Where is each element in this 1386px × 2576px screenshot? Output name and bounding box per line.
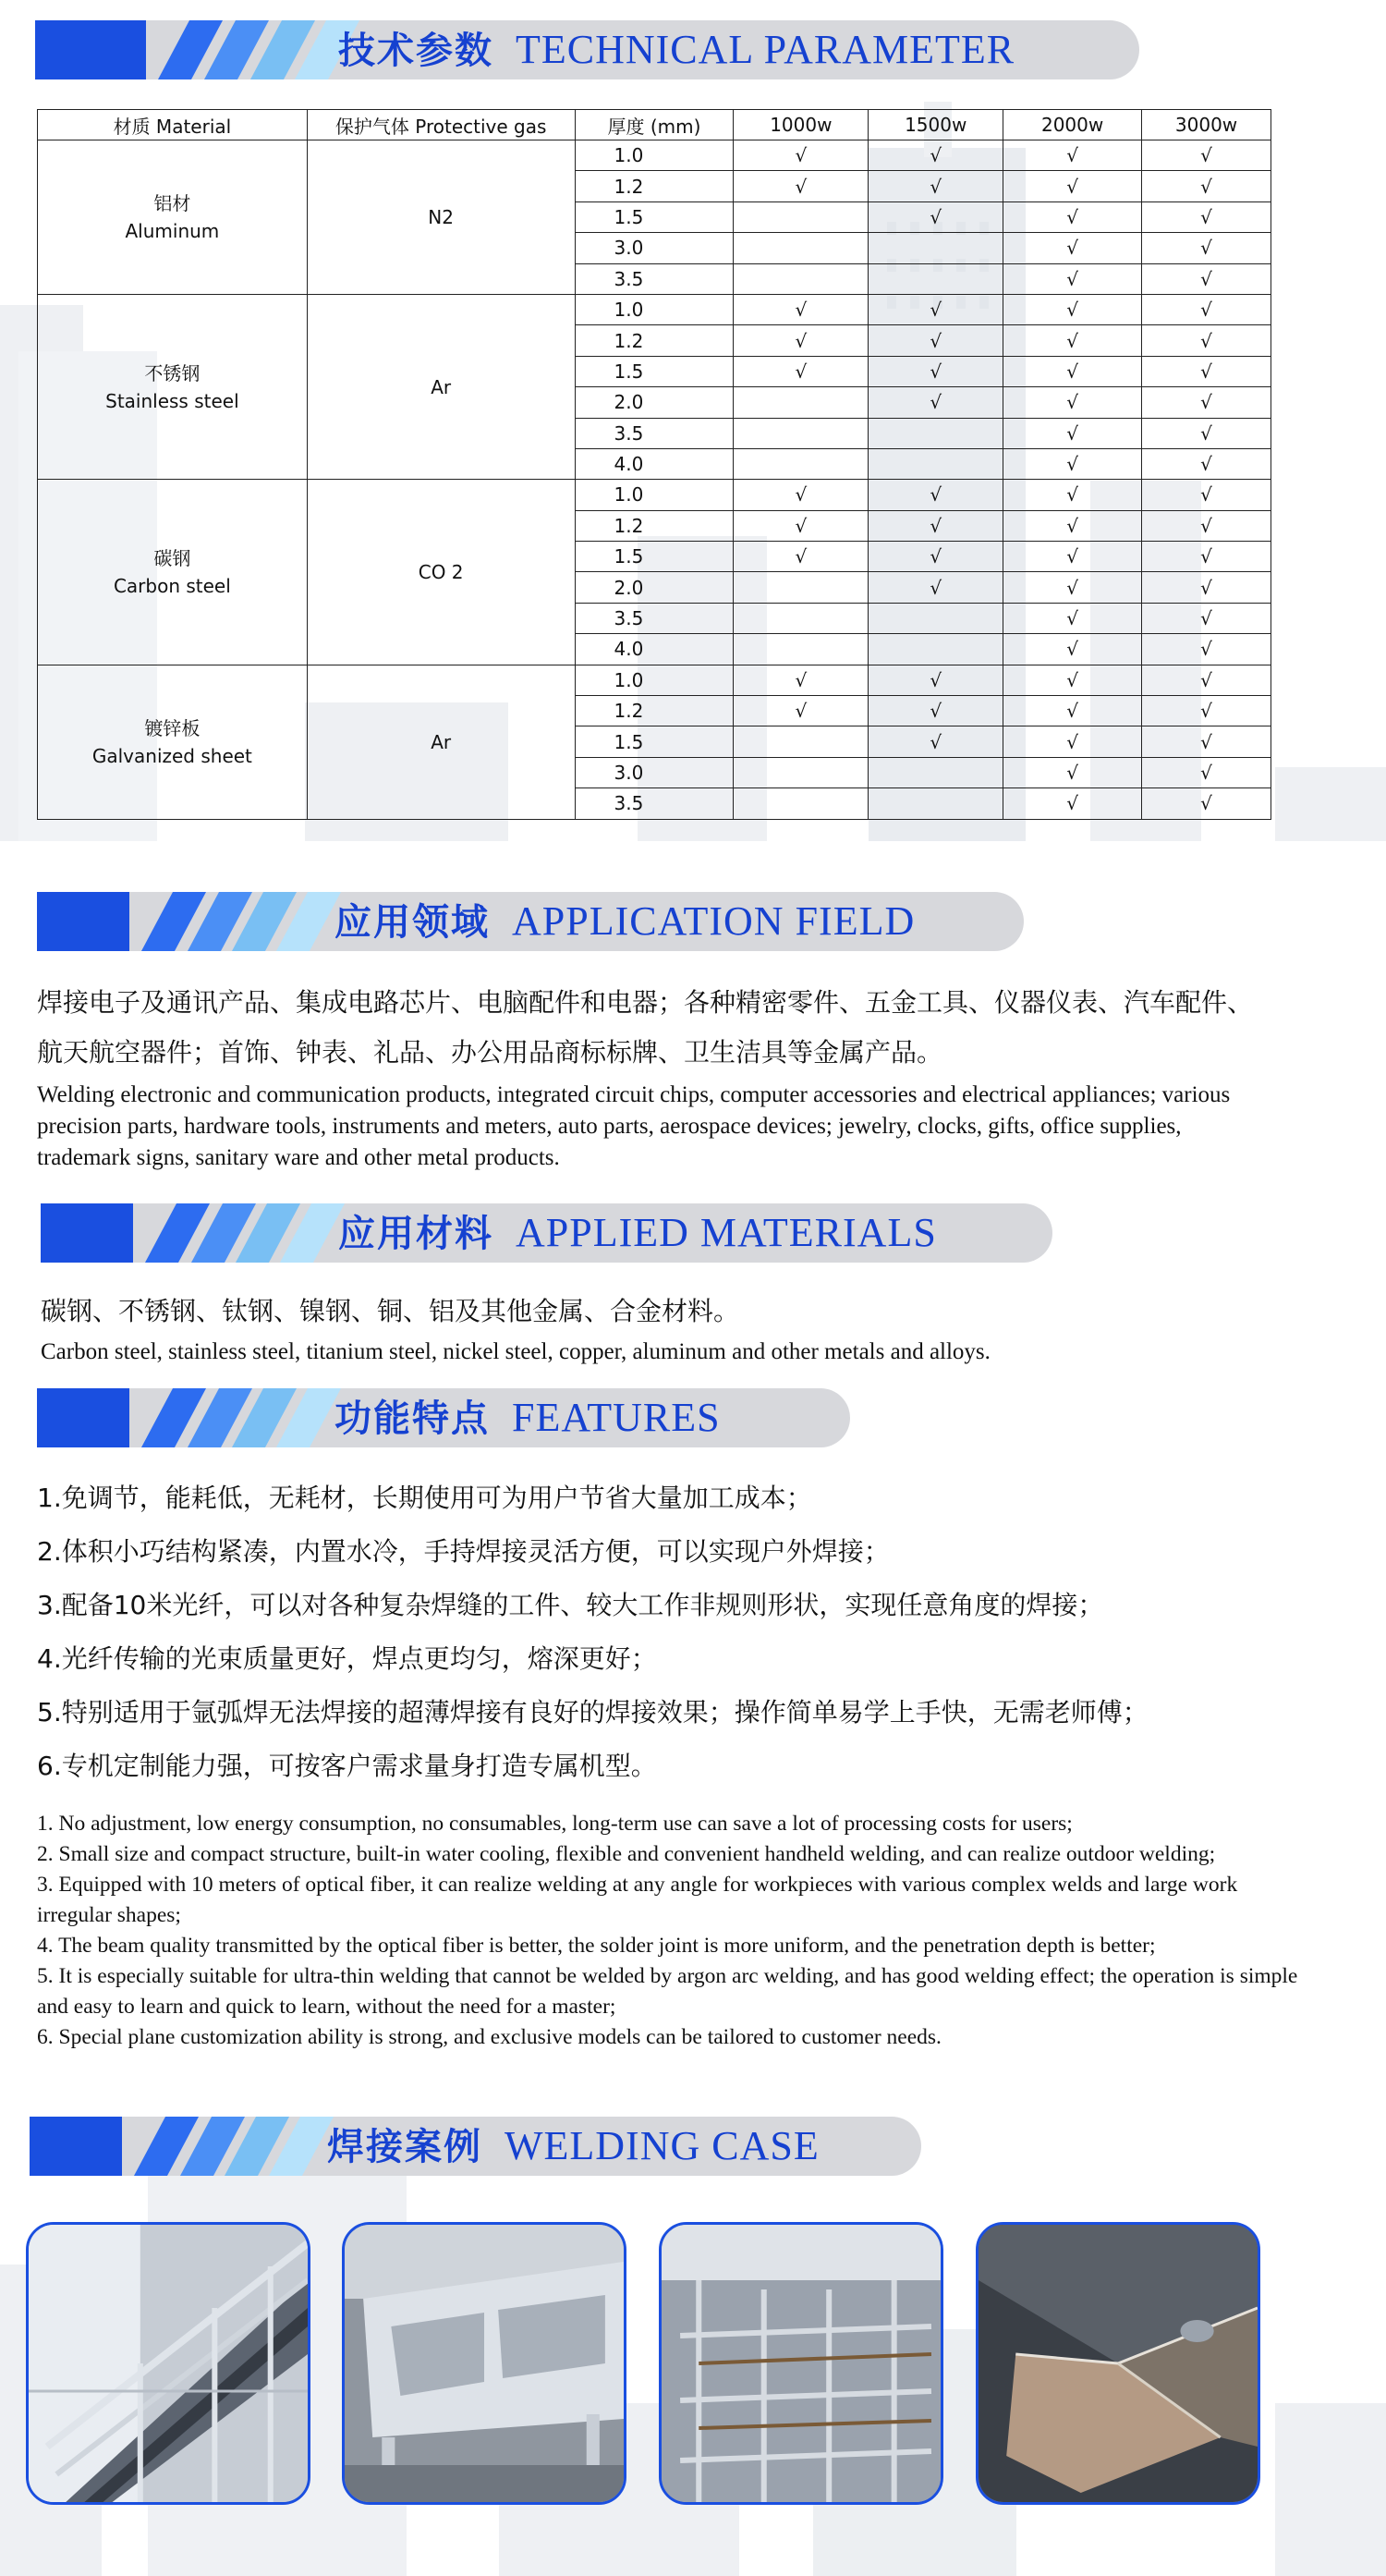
check-mark-cell: √ bbox=[869, 325, 1003, 356]
table-row bbox=[38, 665, 1271, 695]
check-mark-cell: √ bbox=[1142, 665, 1271, 695]
check-mark-cell: √ bbox=[734, 325, 869, 356]
material-cell bbox=[38, 480, 308, 665]
material-name-zh: 镀锌板 bbox=[144, 716, 201, 739]
table-header-cell: 厚度 (mm) bbox=[575, 110, 734, 140]
empty-cell bbox=[869, 788, 1003, 819]
empty-cell bbox=[734, 387, 869, 418]
thickness-cell: 1.2 bbox=[575, 325, 734, 356]
section-header-features bbox=[37, 1388, 850, 1447]
material-name-en: Aluminum bbox=[125, 219, 220, 242]
check-mark-cell: √ bbox=[1142, 448, 1271, 479]
check-mark-cell: √ bbox=[869, 480, 1003, 510]
section-title-zh: 应用材料 bbox=[338, 1213, 493, 1255]
thickness-cell: 1.2 bbox=[575, 510, 734, 541]
materials-text-zh: 碳钢、不锈钢、钛钢、镍钢、铜、铝及其他金属、合金材料。 bbox=[41, 1296, 740, 1326]
thickness-cell: 4.0 bbox=[575, 448, 734, 479]
check-mark-cell: √ bbox=[1142, 325, 1271, 356]
check-mark-cell: √ bbox=[734, 480, 869, 510]
material-cell bbox=[38, 140, 308, 295]
feature-item-en: 3. Equipped with 10 meters of optical fiber, it can realize welding at any angle for workpieces with various complex welds and large work irregular shapes; bbox=[37, 1873, 1238, 1927]
check-mark-cell: √ bbox=[1142, 634, 1271, 665]
check-mark-cell: √ bbox=[869, 387, 1003, 418]
check-mark-cell: √ bbox=[1003, 634, 1142, 665]
check-mark-cell: √ bbox=[1003, 448, 1142, 479]
check-mark-cell: √ bbox=[1142, 294, 1271, 324]
section-title-zh: 应用领域 bbox=[334, 901, 490, 944]
check-mark-cell: √ bbox=[1003, 510, 1142, 541]
check-mark-cell: √ bbox=[1003, 572, 1142, 603]
empty-cell bbox=[734, 634, 869, 665]
check-mark-cell: √ bbox=[734, 140, 869, 171]
section-header-materials bbox=[41, 1203, 1052, 1263]
section-title-zh: 焊接案例 bbox=[327, 2126, 482, 2168]
thickness-cell: 4.0 bbox=[575, 634, 734, 665]
thickness-cell: 1.2 bbox=[575, 696, 734, 726]
check-mark-cell: √ bbox=[734, 542, 869, 572]
check-mark-cell: √ bbox=[734, 171, 869, 201]
check-mark-cell: √ bbox=[1142, 233, 1271, 263]
material-cell bbox=[38, 665, 308, 819]
check-mark-cell: √ bbox=[1142, 171, 1271, 201]
feature-item-zh: 1.免调节，能耗低，无耗材，长期使用可为用户节省大量加工成本； bbox=[37, 1483, 812, 1513]
empty-cell bbox=[869, 757, 1003, 787]
check-mark-cell: √ bbox=[1003, 480, 1142, 510]
thickness-cell: 3.0 bbox=[575, 233, 734, 263]
feature-item-en: 5. It is especially suitable for ultra-thin welding that cannot be welded by argon arc welding, and has good welding effect; the operation is simple and easy to learn and quick to learn, without the need for a master; bbox=[37, 1964, 1298, 2019]
empty-cell bbox=[734, 726, 869, 757]
check-mark-cell: √ bbox=[869, 294, 1003, 324]
check-mark-cell: √ bbox=[1142, 542, 1271, 572]
material-name-en: Stainless steel bbox=[105, 389, 239, 412]
empty-cell bbox=[734, 788, 869, 819]
section-header-params bbox=[35, 20, 1139, 79]
thickness-cell: 1.5 bbox=[575, 726, 734, 757]
material-name-zh: 碳钢 bbox=[153, 546, 191, 569]
material-name-zh: 铝材 bbox=[153, 191, 191, 214]
check-mark-cell: √ bbox=[869, 510, 1003, 541]
table-header-cell: 1000w bbox=[734, 110, 869, 140]
check-mark-cell: √ bbox=[734, 665, 869, 695]
table-header-cell: 2000w bbox=[1003, 110, 1142, 140]
empty-cell bbox=[734, 418, 869, 448]
table-row bbox=[38, 294, 1271, 324]
feature-item-en: 6. Special plane customization ability is strong, and exclusive models can be tailored to customer needs. bbox=[37, 2025, 942, 2049]
thickness-cell: 3.5 bbox=[575, 418, 734, 448]
empty-cell bbox=[734, 572, 869, 603]
check-mark-cell: √ bbox=[1142, 356, 1271, 386]
check-mark-cell: √ bbox=[1003, 356, 1142, 386]
section-title-zh: 功能特点 bbox=[334, 1398, 490, 1440]
empty-cell bbox=[734, 448, 869, 479]
check-mark-cell: √ bbox=[1003, 696, 1142, 726]
case-photo-stair-railing bbox=[26, 2222, 310, 2505]
thickness-cell: 1.0 bbox=[575, 665, 734, 695]
thickness-cell: 1.5 bbox=[575, 356, 734, 386]
features-list-en bbox=[37, 1809, 1312, 2053]
thickness-cell: 3.0 bbox=[575, 757, 734, 787]
feature-item-zh: 4.光纤传输的光束质量更好，焊点更均匀，熔深更好； bbox=[37, 1643, 657, 1674]
check-mark-cell: √ bbox=[1003, 325, 1142, 356]
check-mark-cell: √ bbox=[1142, 418, 1271, 448]
empty-cell bbox=[734, 201, 869, 232]
check-mark-cell: √ bbox=[869, 356, 1003, 386]
empty-cell bbox=[869, 233, 1003, 263]
section-header-cases bbox=[30, 2117, 921, 2176]
gas-cell: Ar bbox=[307, 665, 575, 819]
section-title-en: APPLICATION FIELD bbox=[512, 898, 916, 944]
check-mark-cell: √ bbox=[1003, 387, 1142, 418]
parameter-table bbox=[37, 109, 1271, 820]
thickness-cell: 2.0 bbox=[575, 572, 734, 603]
application-text-zh: 焊接电子及通讯产品、集成电路芯片、电脑配件和电器；各种精密零件、五金工具、仪器仪表、汽车配件、航天航空器件；首饰、钟表、礼品、办公用品商标标牌、卫生洁具等金属产品。 bbox=[37, 987, 1254, 1068]
check-mark-cell: √ bbox=[1142, 788, 1271, 819]
thickness-cell: 1.5 bbox=[575, 201, 734, 232]
section-title-en: TECHNICAL PARAMETER bbox=[516, 27, 1015, 72]
check-mark-cell: √ bbox=[1003, 263, 1142, 294]
check-mark-cell: √ bbox=[1003, 757, 1142, 787]
thickness-cell: 1.0 bbox=[575, 140, 734, 171]
check-mark-cell: √ bbox=[1003, 603, 1142, 633]
empty-cell bbox=[869, 418, 1003, 448]
check-mark-cell: √ bbox=[1142, 480, 1271, 510]
gas-cell: N2 bbox=[307, 140, 575, 295]
check-mark-cell: √ bbox=[1142, 201, 1271, 232]
thickness-cell: 2.0 bbox=[575, 387, 734, 418]
feature-item-en: 4. The beam quality transmitted by the optical fiber is better, the solder joint is more uniform, and the penetration depth is better; bbox=[37, 1934, 1156, 1958]
section-title-en: APPLIED MATERIALS bbox=[516, 1210, 937, 1255]
check-mark-cell: √ bbox=[1142, 757, 1271, 787]
check-mark-cell: √ bbox=[1003, 788, 1142, 819]
case-photo-rack-frame bbox=[659, 2222, 943, 2505]
check-mark-cell: √ bbox=[1142, 572, 1271, 603]
table-header-cell: 材质 Material bbox=[38, 110, 308, 140]
feature-item-zh: 2.体积小巧结构紧凑，内置水冷，手持焊接灵活方便，可以实现户外焊接； bbox=[37, 1536, 890, 1567]
check-mark-cell: √ bbox=[869, 201, 1003, 232]
check-mark-cell: √ bbox=[1142, 263, 1271, 294]
case-photo-corner-weld bbox=[976, 2222, 1260, 2505]
section-header-application bbox=[37, 892, 1024, 951]
check-mark-cell: √ bbox=[734, 510, 869, 541]
check-mark-cell: √ bbox=[734, 356, 869, 386]
table-header-cell: 3000w bbox=[1142, 110, 1271, 140]
table-row bbox=[38, 140, 1271, 171]
check-mark-cell: √ bbox=[1003, 665, 1142, 695]
empty-cell bbox=[869, 448, 1003, 479]
materials-text-en: Carbon steel, stainless steel, titanium steel, nickel steel, copper, aluminum and other metals and alloys. bbox=[41, 1339, 991, 1364]
check-mark-cell: √ bbox=[1003, 726, 1142, 757]
thickness-cell: 3.5 bbox=[575, 263, 734, 294]
material-cell bbox=[38, 294, 308, 479]
check-mark-cell: √ bbox=[734, 294, 869, 324]
check-mark-cell: √ bbox=[1142, 603, 1271, 633]
gas-cell: CO 2 bbox=[307, 480, 575, 665]
feature-item-en: 1. No adjustment, low energy consumption, no consumables, long-term use can save a lot of processing costs for users; bbox=[37, 1812, 1073, 1836]
thickness-cell: 3.5 bbox=[575, 603, 734, 633]
check-mark-cell: √ bbox=[1003, 140, 1142, 171]
check-mark-cell: √ bbox=[1003, 233, 1142, 263]
feature-item-zh: 5.特别适用于氩弧焊无法焊接的超薄焊接有良好的焊接效果；操作简单易学上手快，无需老师傅； bbox=[37, 1697, 1149, 1728]
empty-cell bbox=[734, 263, 869, 294]
check-mark-cell: √ bbox=[869, 542, 1003, 572]
feature-item-zh: 3.配备10米光纤，可以对各种复杂焊缝的工件、较大工作非规则形状，实现任意角度的焊接； bbox=[37, 1590, 1104, 1620]
welding-case-gallery bbox=[26, 2222, 1266, 2504]
check-mark-cell: √ bbox=[1003, 418, 1142, 448]
case-photo-sink bbox=[342, 2222, 626, 2505]
gas-cell: Ar bbox=[307, 294, 575, 479]
section-title-en: FEATURES bbox=[512, 1395, 721, 1440]
empty-cell bbox=[734, 603, 869, 633]
empty-cell bbox=[734, 233, 869, 263]
check-mark-cell: √ bbox=[1003, 201, 1142, 232]
check-mark-cell: √ bbox=[1142, 510, 1271, 541]
check-mark-cell: √ bbox=[869, 572, 1003, 603]
check-mark-cell: √ bbox=[1003, 171, 1142, 201]
table-header-cell: 保护气体 Protective gas bbox=[307, 110, 575, 140]
check-mark-cell: √ bbox=[734, 696, 869, 726]
table-row bbox=[38, 480, 1271, 510]
feature-item-en: 2. Small size and compact structure, built-in water cooling, flexible and convenient handheld welding, and can realize outdoor welding; bbox=[37, 1842, 1216, 1866]
features-list-zh bbox=[37, 1471, 1349, 1793]
table-header-cell: 1500w bbox=[869, 110, 1003, 140]
check-mark-cell: √ bbox=[1003, 294, 1142, 324]
empty-cell bbox=[869, 603, 1003, 633]
check-mark-cell: √ bbox=[1142, 140, 1271, 171]
feature-item-zh: 6.专机定制能力强，可按客户需求量身打造专属机型。 bbox=[37, 1751, 657, 1781]
check-mark-cell: √ bbox=[869, 140, 1003, 171]
thickness-cell: 1.0 bbox=[575, 480, 734, 510]
check-mark-cell: √ bbox=[1003, 542, 1142, 572]
material-name-en: Carbon steel bbox=[113, 574, 231, 597]
material-name-en: Galvanized sheet bbox=[91, 744, 252, 767]
check-mark-cell: √ bbox=[1142, 696, 1271, 726]
empty-cell bbox=[869, 263, 1003, 294]
empty-cell bbox=[869, 634, 1003, 665]
check-mark-cell: √ bbox=[869, 171, 1003, 201]
check-mark-cell: √ bbox=[1142, 387, 1271, 418]
empty-cell bbox=[734, 757, 869, 787]
thickness-cell: 3.5 bbox=[575, 788, 734, 819]
thickness-cell: 1.0 bbox=[575, 294, 734, 324]
section-title-en: WELDING CASE bbox=[505, 2123, 820, 2168]
check-mark-cell: √ bbox=[1142, 726, 1271, 757]
check-mark-cell: √ bbox=[869, 665, 1003, 695]
check-mark-cell: √ bbox=[869, 696, 1003, 726]
application-text-en: Welding electronic and communication products, integrated circuit chips, computer accessories and electrical appliances; various precision parts, hardware tools, instruments and meters, auto parts, aerospace devices; jewelry, clocks, gifts, office supplies, trademark signs, sanitary ware and other metal products. bbox=[37, 1082, 1231, 1170]
check-mark-cell: √ bbox=[869, 726, 1003, 757]
section-title-zh: 技术参数 bbox=[338, 30, 493, 72]
material-name-zh: 不锈钢 bbox=[144, 361, 201, 385]
thickness-cell: 1.5 bbox=[575, 542, 734, 572]
thickness-cell: 1.2 bbox=[575, 171, 734, 201]
